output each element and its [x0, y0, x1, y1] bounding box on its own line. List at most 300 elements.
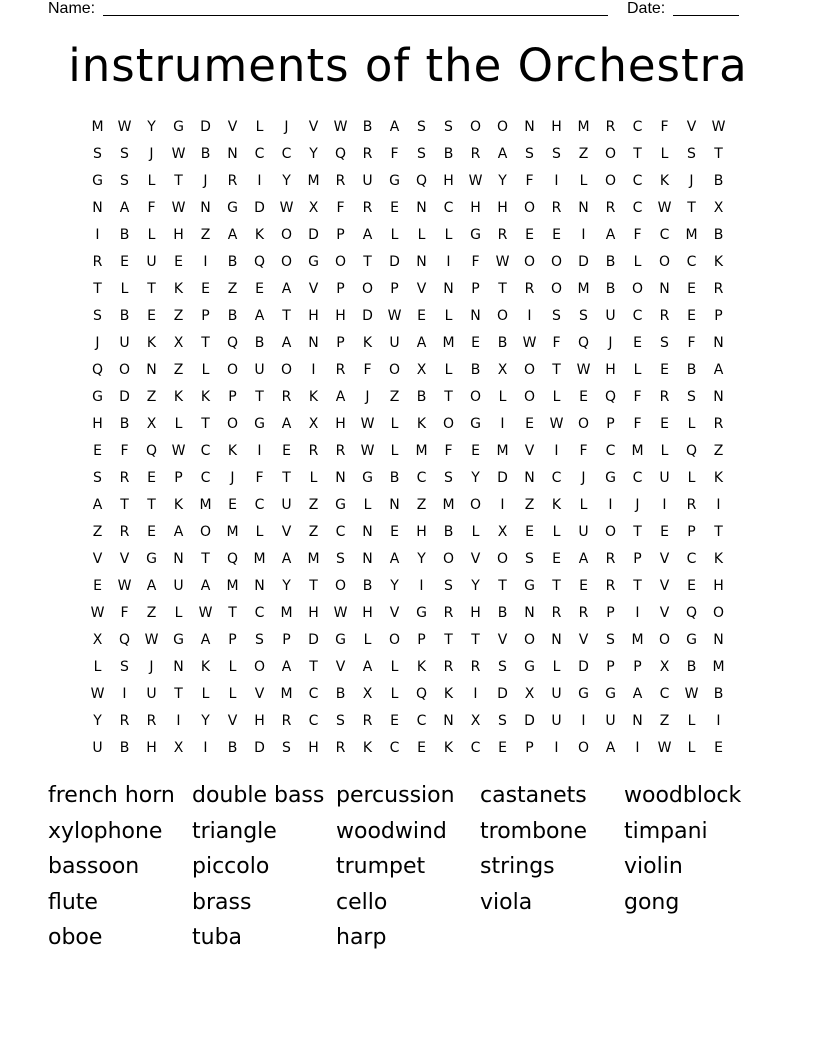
grid-letter[interactable]: I — [527, 308, 532, 324]
grid-letter[interactable]: H — [443, 173, 454, 189]
grid-letter[interactable]: I — [581, 227, 586, 243]
grid-letter[interactable]: A — [605, 227, 616, 243]
grid-letter[interactable]: X — [416, 362, 427, 378]
grid-letter[interactable]: Q — [604, 389, 617, 405]
grid-letter[interactable]: S — [579, 308, 588, 324]
grid-letter[interactable]: G — [470, 416, 481, 432]
grid-letter[interactable]: L — [363, 632, 372, 648]
grid-letter[interactable]: O — [334, 578, 347, 594]
grid-letter[interactable]: M — [280, 686, 293, 702]
grid-letter[interactable]: A — [281, 659, 292, 675]
grid-letter[interactable]: E — [579, 578, 588, 594]
grid-letter[interactable]: M — [253, 551, 266, 567]
grid-letter[interactable]: G — [173, 119, 184, 135]
grid-letter[interactable]: I — [257, 443, 262, 459]
grid-letter[interactable]: P — [471, 281, 480, 297]
grid-letter[interactable]: F — [336, 200, 345, 216]
grid-letter[interactable]: C — [416, 470, 427, 486]
grid-letter[interactable]: U — [362, 173, 373, 189]
grid-letter[interactable]: S — [687, 389, 696, 405]
grid-letter[interactable]: B — [605, 254, 616, 270]
grid-letter[interactable]: L — [390, 686, 399, 702]
grid-letter[interactable]: E — [120, 254, 129, 270]
grid-letter[interactable]: D — [578, 254, 589, 270]
grid-letter[interactable]: S — [525, 146, 534, 162]
grid-letter[interactable]: R — [362, 200, 373, 216]
grid-letter[interactable]: Z — [146, 389, 157, 405]
grid-letter[interactable]: Q — [253, 254, 266, 270]
grid-letter[interactable]: L — [255, 119, 264, 135]
grid-letter[interactable]: S — [525, 551, 534, 567]
grid-letter[interactable]: L — [390, 659, 399, 675]
grid-letter[interactable]: R — [605, 200, 616, 216]
grid-letter[interactable]: R — [605, 551, 616, 567]
grid-letter[interactable]: C — [443, 200, 454, 216]
grid-letter[interactable]: V — [659, 551, 670, 567]
grid-letter[interactable]: A — [281, 335, 292, 351]
grid-letter[interactable]: E — [687, 308, 696, 324]
grid-letter[interactable]: H — [497, 200, 508, 216]
grid-letter[interactable]: V — [254, 686, 265, 702]
grid-letter[interactable]: R — [497, 227, 508, 243]
grid-letter[interactable]: I — [257, 173, 262, 189]
grid-letter[interactable]: I — [500, 416, 505, 432]
grid-letter[interactable]: C — [632, 173, 643, 189]
grid-letter[interactable]: P — [633, 659, 642, 675]
grid-letter[interactable]: N — [713, 632, 724, 648]
grid-letter[interactable]: C — [254, 497, 265, 513]
grid-letter[interactable]: W — [360, 443, 375, 459]
grid-letter[interactable]: R — [578, 605, 589, 621]
grid-letter[interactable]: I — [419, 578, 424, 594]
grid-letter[interactable]: N — [308, 335, 319, 351]
grid-letter[interactable]: E — [714, 740, 723, 756]
grid-letter[interactable]: U — [281, 497, 292, 513]
grid-letter[interactable]: A — [227, 227, 238, 243]
grid-letter[interactable]: V — [308, 119, 319, 135]
grid-letter[interactable]: S — [444, 470, 453, 486]
grid-letter[interactable]: M — [226, 524, 239, 540]
grid-letter[interactable]: A — [632, 686, 643, 702]
grid-letter[interactable]: V — [659, 578, 670, 594]
grid-letter[interactable]: K — [659, 173, 670, 189]
grid-letter[interactable]: B — [119, 740, 130, 756]
grid-letter[interactable]: R — [470, 146, 481, 162]
grid-letter[interactable]: P — [714, 308, 723, 324]
grid-letter[interactable]: J — [608, 335, 613, 351]
grid-letter[interactable]: A — [497, 146, 508, 162]
grid-letter[interactable]: C — [281, 146, 292, 162]
grid-letter[interactable]: Y — [93, 713, 102, 729]
grid-letter[interactable]: K — [173, 281, 184, 297]
grid-letter[interactable]: T — [633, 524, 642, 540]
grid-letter[interactable]: S — [93, 470, 102, 486]
grid-letter[interactable]: L — [579, 173, 588, 189]
grid-letter[interactable]: R — [281, 713, 292, 729]
grid-letter[interactable]: Z — [308, 497, 319, 513]
grid-letter[interactable]: O — [577, 740, 590, 756]
grid-letter[interactable]: I — [635, 605, 640, 621]
grid-letter[interactable]: N — [443, 281, 454, 297]
grid-letter[interactable]: H — [605, 362, 616, 378]
grid-letter[interactable]: O — [388, 362, 401, 378]
grid-letter[interactable]: Z — [92, 524, 103, 540]
grid-letter[interactable]: A — [146, 578, 157, 594]
grid-letter[interactable]: A — [605, 740, 616, 756]
grid-letter[interactable]: I — [581, 713, 586, 729]
grid-letter[interactable]: B — [443, 524, 454, 540]
grid-letter[interactable]: O — [280, 227, 293, 243]
grid-letter[interactable]: A — [281, 551, 292, 567]
grid-letter[interactable]: X — [308, 416, 319, 432]
grid-letter[interactable]: F — [552, 335, 561, 351]
grid-letter[interactable]: C — [551, 470, 562, 486]
grid-letter[interactable]: L — [309, 470, 318, 486]
grid-letter[interactable]: R — [119, 524, 130, 540]
grid-letter[interactable]: O — [361, 281, 374, 297]
grid-letter[interactable]: O — [442, 416, 455, 432]
grid-letter[interactable]: Y — [309, 146, 318, 162]
grid-letter[interactable]: C — [659, 227, 670, 243]
grid-letter[interactable]: J — [284, 119, 289, 135]
grid-letter[interactable]: Q — [91, 362, 104, 378]
grid-letter[interactable]: E — [687, 281, 696, 297]
grid-letter[interactable]: W — [657, 740, 672, 756]
grid-letter[interactable]: G — [605, 686, 616, 702]
grid-letter[interactable]: C — [605, 443, 616, 459]
grid-letter[interactable]: M — [712, 659, 725, 675]
grid-letter[interactable]: X — [173, 335, 184, 351]
grid-letter[interactable]: E — [417, 740, 426, 756]
grid-letter[interactable]: N — [92, 200, 103, 216]
grid-letter[interactable]: E — [471, 335, 480, 351]
grid-letter[interactable]: V — [227, 713, 238, 729]
grid-letter[interactable]: V — [308, 281, 319, 297]
grid-letter[interactable]: Q — [577, 335, 590, 351]
grid-letter[interactable]: M — [280, 605, 293, 621]
grid-letter[interactable]: E — [660, 416, 669, 432]
grid-letter[interactable]: E — [228, 497, 237, 513]
grid-letter[interactable]: O — [658, 254, 671, 270]
grid-letter[interactable]: H — [308, 605, 319, 621]
grid-letter[interactable]: G — [389, 173, 400, 189]
grid-letter[interactable]: A — [119, 200, 130, 216]
grid-letter[interactable]: W — [90, 605, 105, 621]
grid-letter[interactable]: K — [416, 416, 427, 432]
grid-letter[interactable]: S — [336, 551, 345, 567]
grid-letter[interactable]: W — [171, 200, 186, 216]
grid-letter[interactable]: Q — [118, 632, 131, 648]
grid-letter[interactable]: W — [387, 308, 402, 324]
grid-letter[interactable]: F — [120, 443, 129, 459]
grid-letter[interactable]: K — [308, 389, 319, 405]
grid-letter[interactable]: R — [443, 605, 454, 621]
grid-letter[interactable]: R — [659, 389, 670, 405]
grid-letter[interactable]: B — [200, 146, 211, 162]
grid-letter[interactable]: I — [311, 362, 316, 378]
grid-letter[interactable]: F — [687, 335, 696, 351]
grid-letter[interactable]: T — [282, 308, 291, 324]
grid-letter[interactable]: P — [606, 659, 615, 675]
grid-letter[interactable]: I — [176, 713, 181, 729]
grid-letter[interactable]: I — [203, 740, 208, 756]
grid-letter[interactable]: N — [362, 524, 373, 540]
grid-letter[interactable]: E — [660, 524, 669, 540]
grid-letter[interactable]: X — [659, 659, 670, 675]
grid-letter[interactable]: H — [470, 200, 481, 216]
grid-letter[interactable]: O — [388, 632, 401, 648]
grid-letter[interactable]: X — [92, 632, 103, 648]
grid-letter[interactable]: N — [227, 146, 238, 162]
grid-letter[interactable]: L — [471, 524, 480, 540]
grid-letter[interactable]: Q — [145, 443, 158, 459]
grid-letter[interactable]: C — [254, 605, 265, 621]
grid-letter[interactable]: A — [200, 632, 211, 648]
grid-letter[interactable]: O — [523, 254, 536, 270]
grid-letter[interactable]: F — [363, 362, 372, 378]
grid-letter[interactable]: P — [336, 335, 345, 351]
grid-letter[interactable]: H — [308, 308, 319, 324]
grid-letter[interactable]: E — [147, 524, 156, 540]
grid-letter[interactable]: B — [416, 389, 427, 405]
grid-letter[interactable]: U — [659, 470, 670, 486]
grid-letter[interactable]: W — [657, 200, 672, 216]
grid-letter[interactable]: K — [227, 443, 238, 459]
grid-letter[interactable]: N — [200, 200, 211, 216]
grid-letter[interactable]: E — [552, 551, 561, 567]
grid-letter[interactable]: Y — [498, 173, 507, 189]
grid-letter[interactable]: F — [444, 443, 453, 459]
grid-letter[interactable]: N — [578, 200, 589, 216]
grid-letter[interactable]: P — [525, 740, 534, 756]
grid-letter[interactable]: B — [497, 605, 508, 621]
grid-letter[interactable]: P — [228, 389, 237, 405]
grid-letter[interactable]: C — [632, 470, 643, 486]
grid-letter[interactable]: O — [469, 389, 482, 405]
grid-letter[interactable]: Y — [471, 470, 480, 486]
grid-letter[interactable]: J — [581, 470, 586, 486]
grid-letter[interactable]: G — [308, 254, 319, 270]
grid-letter[interactable]: K — [173, 497, 184, 513]
grid-letter[interactable]: M — [199, 497, 212, 513]
grid-letter[interactable]: O — [712, 605, 725, 621]
grid-letter[interactable]: B — [497, 335, 508, 351]
grid-letter[interactable]: T — [147, 497, 156, 513]
grid-letter[interactable]: C — [200, 470, 211, 486]
grid-letter[interactable]: Z — [578, 146, 589, 162]
grid-letter[interactable]: V — [497, 632, 508, 648]
grid-letter[interactable]: L — [552, 389, 561, 405]
grid-letter[interactable]: I — [608, 497, 613, 513]
grid-letter[interactable]: B — [389, 470, 400, 486]
grid-letter[interactable]: D — [497, 470, 508, 486]
grid-letter[interactable]: B — [119, 227, 130, 243]
grid-letter[interactable]: B — [605, 281, 616, 297]
grid-letter[interactable]: M — [631, 443, 644, 459]
grid-letter[interactable]: T — [201, 416, 210, 432]
grid-letter[interactable]: L — [120, 281, 129, 297]
grid-letter[interactable]: J — [149, 659, 154, 675]
grid-letter[interactable]: N — [524, 470, 535, 486]
grid-letter[interactable]: I — [554, 443, 559, 459]
grid-letter[interactable]: I — [95, 227, 100, 243]
grid-letter[interactable]: U — [146, 254, 157, 270]
grid-letter[interactable]: T — [714, 524, 723, 540]
grid-letter[interactable]: T — [120, 497, 129, 513]
grid-letter[interactable]: W — [576, 362, 591, 378]
grid-letter[interactable]: S — [120, 173, 129, 189]
grid-letter[interactable]: L — [228, 659, 237, 675]
grid-letter[interactable]: Q — [226, 335, 239, 351]
grid-letter[interactable]: W — [495, 254, 510, 270]
grid-letter[interactable]: K — [416, 659, 427, 675]
grid-letter[interactable]: S — [282, 740, 291, 756]
grid-letter[interactable]: I — [716, 713, 721, 729]
grid-letter[interactable]: S — [93, 308, 102, 324]
grid-letter[interactable]: L — [633, 362, 642, 378]
grid-letter[interactable]: P — [336, 281, 345, 297]
grid-letter[interactable]: G — [362, 470, 373, 486]
grid-letter[interactable]: L — [687, 740, 696, 756]
grid-letter[interactable]: W — [117, 578, 132, 594]
grid-letter[interactable]: N — [713, 389, 724, 405]
grid-letter[interactable]: R — [362, 146, 373, 162]
grid-letter[interactable]: B — [470, 362, 481, 378]
grid-letter[interactable]: V — [470, 551, 481, 567]
grid-letter[interactable]: R — [713, 416, 724, 432]
grid-letter[interactable]: A — [578, 551, 589, 567]
grid-letter[interactable]: I — [554, 173, 559, 189]
grid-letter[interactable]: W — [360, 416, 375, 432]
grid-letter[interactable]: S — [552, 308, 561, 324]
grid-letter[interactable]: B — [362, 578, 373, 594]
grid-letter[interactable]: B — [227, 740, 238, 756]
grid-letter[interactable]: O — [658, 632, 671, 648]
grid-letter[interactable]: L — [579, 497, 588, 513]
grid-letter[interactable]: B — [713, 686, 724, 702]
grid-letter[interactable]: S — [687, 146, 696, 162]
grid-letter[interactable]: R — [362, 713, 373, 729]
grid-letter[interactable]: I — [446, 254, 451, 270]
grid-letter[interactable]: O — [523, 389, 536, 405]
grid-letter[interactable]: A — [335, 389, 346, 405]
grid-letter[interactable]: R — [605, 119, 616, 135]
grid-letter[interactable]: N — [416, 254, 427, 270]
grid-letter[interactable]: N — [389, 497, 400, 513]
grid-letter[interactable]: H — [146, 740, 157, 756]
grid-letter[interactable]: L — [660, 443, 669, 459]
grid-letter[interactable]: C — [308, 686, 319, 702]
grid-letter[interactable]: V — [335, 659, 346, 675]
grid-letter[interactable]: M — [631, 632, 644, 648]
grid-letter[interactable]: W — [144, 632, 159, 648]
grid-letter[interactable]: L — [147, 173, 156, 189]
grid-letter[interactable]: T — [687, 200, 696, 216]
grid-letter[interactable]: E — [201, 281, 210, 297]
grid-letter[interactable]: B — [227, 308, 238, 324]
grid-letter[interactable]: H — [416, 524, 427, 540]
grid-letter[interactable]: W — [522, 335, 537, 351]
grid-letter[interactable]: C — [659, 686, 670, 702]
grid-letter[interactable]: P — [606, 416, 615, 432]
grid-letter[interactable]: H — [335, 308, 346, 324]
grid-letter[interactable]: W — [711, 119, 726, 135]
grid-letter[interactable]: L — [147, 227, 156, 243]
grid-letter[interactable]: T — [471, 632, 480, 648]
grid-letter[interactable]: O — [199, 524, 212, 540]
grid-letter[interactable]: N — [659, 281, 670, 297]
grid-letter[interactable]: W — [333, 119, 348, 135]
grid-letter[interactable]: T — [147, 281, 156, 297]
grid-letter[interactable]: E — [552, 227, 561, 243]
grid-letter[interactable]: X — [524, 686, 535, 702]
grid-letter[interactable]: O — [226, 416, 239, 432]
grid-letter[interactable]: O — [496, 119, 509, 135]
grid-letter[interactable]: S — [336, 713, 345, 729]
grid-letter[interactable]: R — [605, 578, 616, 594]
grid-letter[interactable]: I — [662, 497, 667, 513]
grid-letter[interactable]: Y — [147, 119, 156, 135]
grid-letter[interactable]: G — [605, 470, 616, 486]
grid-letter[interactable]: N — [443, 713, 454, 729]
grid-letter[interactable]: C — [470, 740, 481, 756]
grid-letter[interactable]: V — [578, 632, 589, 648]
grid-letter[interactable]: Y — [201, 713, 210, 729]
grid-letter[interactable]: G — [173, 632, 184, 648]
grid-letter[interactable]: H — [92, 416, 103, 432]
grid-letter[interactable]: C — [200, 443, 211, 459]
grid-letter[interactable]: B — [254, 335, 265, 351]
grid-letter[interactable]: T — [309, 578, 318, 594]
grid-letter[interactable]: H — [254, 713, 265, 729]
grid-letter[interactable]: L — [228, 686, 237, 702]
grid-letter[interactable]: J — [230, 470, 235, 486]
grid-letter[interactable]: N — [335, 470, 346, 486]
grid-letter[interactable]: Z — [389, 389, 400, 405]
grid-letter[interactable]: Z — [173, 362, 184, 378]
grid-letter[interactable]: D — [254, 200, 265, 216]
grid-letter[interactable]: N — [470, 308, 481, 324]
grid-letter[interactable]: A — [281, 416, 292, 432]
grid-letter[interactable]: E — [660, 362, 669, 378]
grid-letter[interactable]: I — [716, 497, 721, 513]
grid-letter[interactable]: M — [307, 173, 320, 189]
grid-letter[interactable]: K — [443, 740, 454, 756]
grid-letter[interactable]: T — [714, 146, 723, 162]
grid-letter[interactable]: W — [171, 443, 186, 459]
grid-letter[interactable]: B — [335, 686, 346, 702]
grid-letter[interactable]: P — [282, 632, 291, 648]
grid-letter[interactable]: T — [201, 335, 210, 351]
grid-letter[interactable]: D — [362, 308, 373, 324]
grid-letter[interactable]: L — [174, 605, 183, 621]
grid-letter[interactable]: R — [659, 308, 670, 324]
grid-letter[interactable]: G — [92, 389, 103, 405]
grid-letter[interactable]: P — [606, 605, 615, 621]
grid-letter[interactable]: Q — [334, 146, 347, 162]
grid-letter[interactable]: H — [713, 578, 724, 594]
grid-letter[interactable]: U — [578, 524, 589, 540]
grid-letter[interactable]: F — [633, 227, 642, 243]
grid-letter[interactable]: D — [308, 227, 319, 243]
grid-letter[interactable]: M — [685, 227, 698, 243]
grid-letter[interactable]: O — [550, 254, 563, 270]
grid-letter[interactable]: J — [689, 173, 694, 189]
grid-letter[interactable]: O — [334, 254, 347, 270]
grid-letter[interactable]: T — [174, 173, 183, 189]
grid-letter[interactable]: R — [92, 254, 103, 270]
grid-letter[interactable]: X — [713, 200, 724, 216]
